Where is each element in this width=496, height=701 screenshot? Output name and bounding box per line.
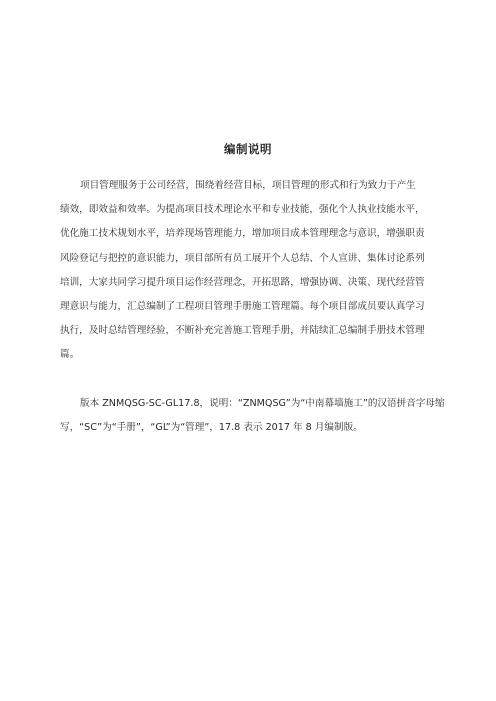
intro-paragraph xyxy=(60,174,452,368)
paragraph-line: 执行，及时总结管理经验，不断补充完善施工管理手册，并陆续汇总编制手册技术管理 xyxy=(60,325,425,337)
paragraph-line: 培训，大家共同学习提升项目运作经营理念，开拓思路，增强协调、决策、现代经营管 xyxy=(60,276,425,288)
paragraph-line: 优化施工技术规划水平，培养现场管理能力，增加项目成本管理理念与意识，增强职责 xyxy=(60,228,425,240)
paragraph-line: 风险登记与把控的意识能力，项目部所有员工展开个人总结、个人宣讲、集体讨论系列 xyxy=(60,252,425,264)
paragraph-line: 写，“SC”为“手册”，“GL”为“管理”，17.8 表示 2017 年 8 月编制版。 xyxy=(60,422,363,434)
paragraph-line: 理意识与能力，汇总编制了工程项目管理手册施工管理篇。每个项目部成员要认真学习 xyxy=(60,301,425,313)
paragraph-line: 篇。 xyxy=(60,349,80,361)
paragraph-line: 项目管理服务于公司经营，围绕着经营目标，项目管理的形式和行为致力于产生 xyxy=(80,180,416,191)
paragraph-line: 绩效，即效益和效率。为提高项目技术理论水平和专业技能，强化个人执业技能水平， xyxy=(60,204,425,216)
paragraph-line: 版本 ZNMQSG-SC-GL17.8，说明：“ZNMQSG”为“中南幕墙施工”的汉语拼音字母缩 xyxy=(80,398,445,409)
version-paragraph xyxy=(60,392,452,440)
document-title: 编制说明 xyxy=(224,142,272,156)
